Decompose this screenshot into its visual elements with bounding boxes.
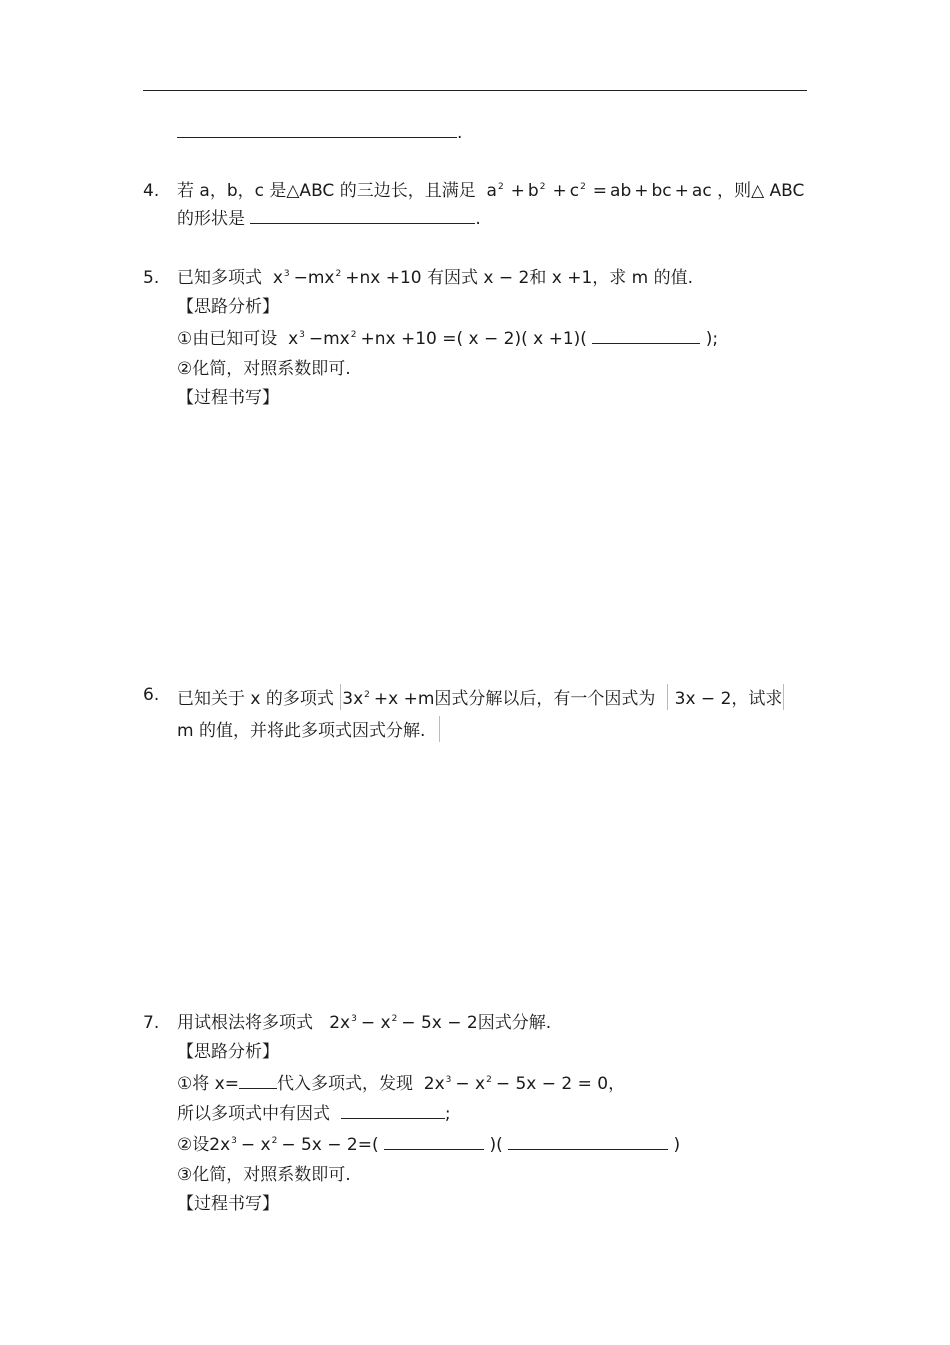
q4-number: 4. [143,181,160,201]
q7-step1: ①将 x= 代入多项式，发现 $2x^3 - x^2 - 5x - 2 = 0$， [177,1074,626,1094]
q5-line1: 已知多项式 $x^3 -mx^2 +nx +10$ 有因式 x − 2和 x +1，求 m 的值. [177,268,694,288]
q6-number: 6. [143,685,160,705]
q7-step1-line2: 所以多项式中有因式 ; [177,1104,451,1124]
q5-polynomial: $x^3 -mx^2 +nx +10$ [272,268,422,288]
formula-box-edge [439,716,440,742]
q6-polynomial: $3x^2 +x +m$ [342,689,435,709]
answer-blank[interactable] [384,1134,484,1150]
q5-process-heading: 【过程书写】 [177,388,279,408]
answer-blank[interactable] [239,1073,277,1089]
header-rule [143,90,807,91]
q7-step3: ③化简，对照系数即可. [177,1165,351,1185]
q7-analysis-heading: 【思路分析】 [177,1042,279,1062]
answer-blank[interactable] [592,328,700,344]
q7-polynomial: $2x^3 - x^2 - 5x - 2$ [209,1135,358,1155]
q4-line2: 的形状是 . [177,209,481,229]
q4-line1: 若 a，b，c 是△ABC 的三边长，且满足 $a^2 + b^2 + c^2$ = ab + bc + ac ，则△ ABC [177,181,805,201]
q7-line1: 用试根法将多项式 $2x^3 - x^2 - 5x - 2$因式分解. [177,1013,552,1033]
answer-blank[interactable] [508,1134,668,1150]
q5-analysis-heading: 【思路分析】 [177,297,279,317]
q6-line1: 已知关于 x 的多项式 $3x^2 +x +m$因式分解以后，有一个因式为 3x − 2，试求 [177,684,785,710]
q6-line2: m 的值，并将此多项式因式分解. [177,716,441,742]
q4-equation: $a^2 + b^2 + c^2$ = ab + bc + ac [486,181,712,201]
q7-process-heading: 【过程书写】 [177,1194,279,1214]
q7-number: 7. [143,1013,160,1033]
answer-blank[interactable] [250,208,475,224]
formula-box-edge [667,684,668,710]
q7-polynomial: $2x^3 - x^2 - 5x - 2$ [329,1013,478,1033]
q5-step2: ②化简，对照系数即可. [177,359,351,379]
answer-blank[interactable] [341,1103,445,1119]
q7-polynomial: $2x^3 - x^2 - 5x - 2$ [423,1074,573,1094]
q5-number: 5. [143,268,160,288]
q5-step1: ①由已知可设 $x^3 -mx^2 +nx +10$ =( x − 2)( x +1)( ); [177,329,719,349]
q5-polynomial: $x^3 -mx^2 +nx +10$ [288,329,437,349]
q3-answer-line: . [177,122,462,144]
q6-factor: 3x − 2 [674,689,732,709]
formula-box-edge [783,684,784,710]
answer-blank[interactable] [177,122,457,138]
q7-step2: ②设$2x^3 - x^2 - 5x - 2=$( )( ) [177,1135,681,1155]
